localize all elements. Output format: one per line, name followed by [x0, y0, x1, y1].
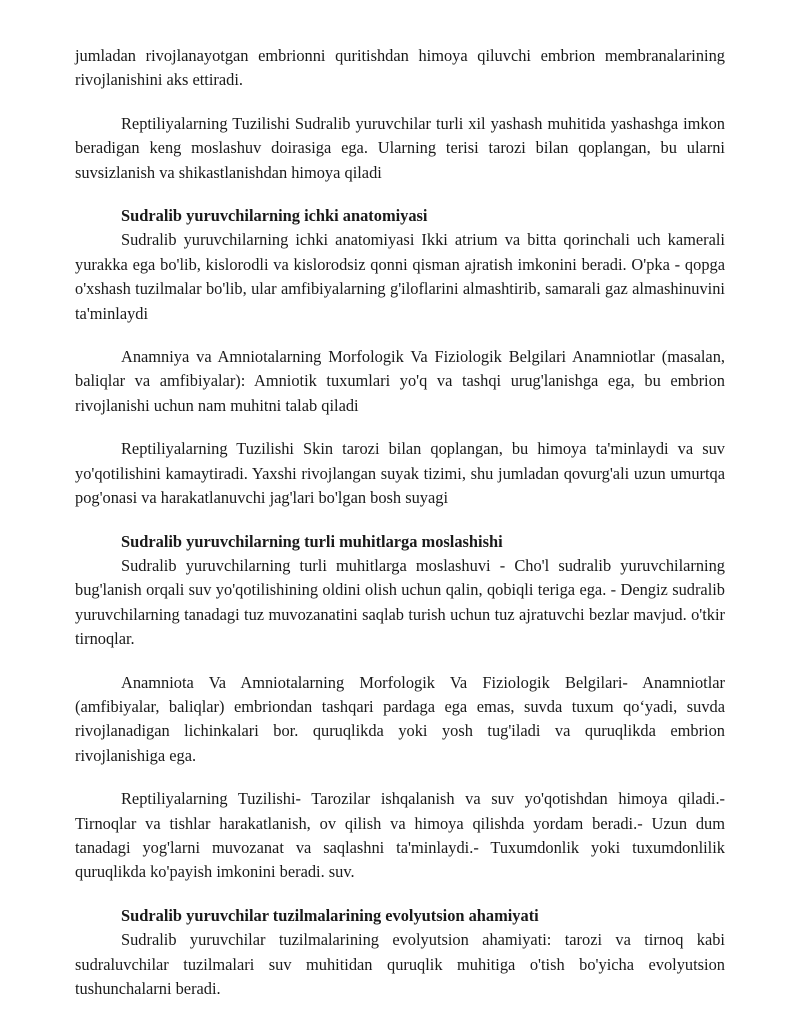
document-page	[75, 44, 725, 1001]
paragraph-evolutionary-significance: Sudralib yuruvchilar tuzilmalarining evolyutsion ahamiyati: tarozi va tirnoq kabi sudraluvchilar tuzilmalari suv muhitidan quruqlik muhitiga o'tish bo'yicha evolyutsion tushunchalarni beradi.	[75, 930, 725, 998]
paragraph-anamnia-amniota: Anamniya va Amniotalarning Morfologik Va Fiziologik Belgilari Anamniotlar (masalan, baliqlar va amfibiyalar): Amniotik tuxumlari yo'q va tashqi urug'lanishga ega, bu embrion rivojlanishi uchun nam muhitni talab qiladi	[75, 347, 725, 415]
paragraph-reptile-structure: Reptiliyalarning Tuzilishi Sudralib yuruvchilar turli xil yashash muhitida yashashga imkon beradigan keng moslashuv doirasiga ega. Ularning terisi tarozi bilan qoplangan, bu ularni suvsizlanish va shikastlanishdan himoya qiladi	[75, 113, 725, 182]
heading-internal-anatomy: Sudralib yuruvchilarning ichki anatomiyasi	[121, 206, 428, 226]
paragraph-continuation: jumladan rivojlanayotgan embrionni quritishdan himoya qiluvchi embrion membranalarining rivojlanishini aks ettiradi.	[75, 46, 725, 90]
heading-evolutionary-significance: Sudralib yuruvchilar tuzilmalarining evolyutsion ahamiyati	[121, 905, 539, 925]
paragraph-anamniota-features: Anamniota Va Amniotalarning Morfologik Va Fiziologik Belgilari- Anamniotlar (amfibiyalar, baliqlar) embriondan tashqari pardaga ega emas, suvda tuxum qo‘yadi, suvda rivojlanadigan lichinkalari bor. quruqlikda yoki yosh tug'iladi va quruqlikda embrion rivojlanishiga ega.	[75, 672, 725, 765]
heading-adaptations: Sudralib yuruvchilarning turli muhitlarga moslashishi	[121, 531, 503, 551]
paragraph-reptile-skin: Reptiliyalarning Tuzilishi Skin tarozi bilan qoplangan, bu himoya ta'minlaydi va suv yo'qotilishini kamaytiradi. Yaxshi rivojlangan suyak tizimi, shu jumladan qovurg'ali uzun umurtqa pog'onasi va harakatlanuvchi jag'lari bo'lgan bosh suyagi	[75, 439, 725, 508]
paragraph-internal-anatomy: Sudralib yuruvchilarning ichki anatomiyasi Ikki atrium va bitta qorinchali uch kamerali yurakka ega bo'lib, kislorodli va kislorodsiz qonni qisman ajratish imkonini beradi. O'pka - qopga o'xshash tuzilmalar bo'lib, ular amfibiyalarning g'iloflarini almashtirib, samarali gaz almashinuvini ta'minlaydi	[75, 230, 725, 323]
paragraph-adaptations: Sudralib yuruvchilarning turli muhitlarga moslashuvi - Cho'l sudralib yuruvchilarning bug'lanish orqali suv yo'qotilishining oldini olish uchun qalin, qobiqli teriga ega. - Dengiz sudralib yuruvchilarning tanadagi tuz muvozanatini saqlab turish uchun tuz ajratuvchi bezlar mavjud. o'tkir tirnoqlar.	[75, 555, 725, 649]
paragraph-reptile-structure-list: Reptiliyalarning Tuzilishi- Tarozilar ishqalanish va suv yo'qotishdan himoya qiladi.- Tirnoqlar va tishlar harakatlanish, ov qilish va himoya qilishda yordam beradi.- Uzun dum tanadagi yog'larni muvozanat va saqlashni ta'minlaydi.- Tuxumdonlik yoki tuxumdonlilik quruqlikda ko'payish imkonini beradi. suv.	[75, 789, 725, 882]
